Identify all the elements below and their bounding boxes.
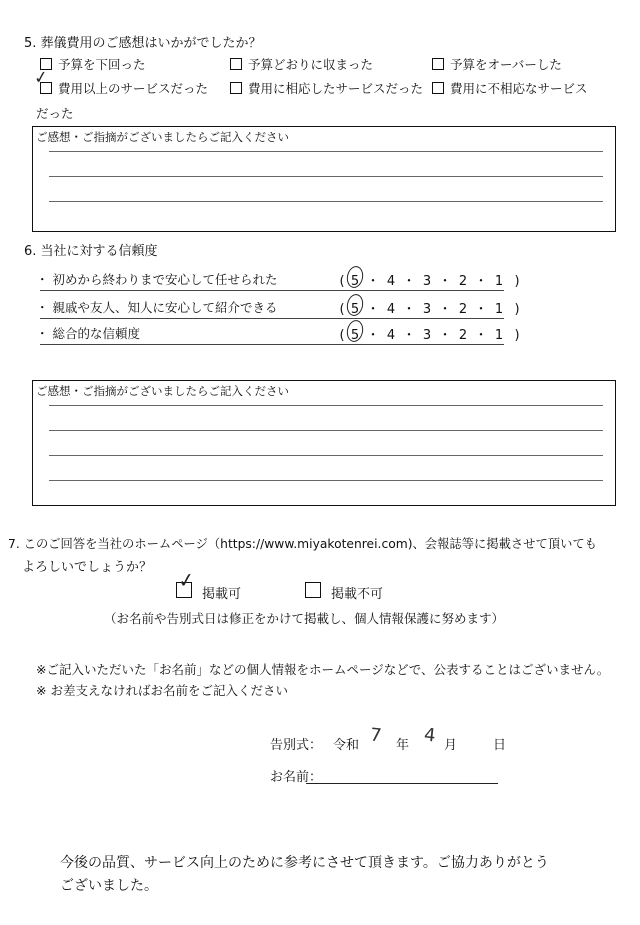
q6-comment-line-3 bbox=[49, 455, 603, 456]
q5-option-1-label: 予算を下回った bbox=[58, 57, 146, 72]
q5-option-2-checkbox[interactable] bbox=[230, 58, 242, 70]
privacy-notice: ※ご記入いただいた「お名前」などの個人情報をホームページなどで、公表することはございません。 bbox=[36, 662, 610, 677]
q6-comment-label: ご感想・ご指摘がございましたらご記入ください bbox=[36, 384, 289, 398]
q6-item-1-scale[interactable]: ( 5 ・ 4 ・ 3 ・ 2 ・ 1 ) bbox=[339, 274, 520, 289]
q6-title: 6. 当社に対する信頼度 bbox=[24, 244, 158, 259]
q5-comment-label: ご感想・ご指摘がございましたらご記入ください bbox=[36, 130, 289, 144]
q7-option-no-publish-checkbox[interactable] bbox=[305, 582, 321, 598]
scale-2[interactable]: 2 bbox=[458, 302, 468, 317]
q5-option-4-check-mark: ✓ bbox=[32, 67, 50, 89]
q7-option-no-publish-label: 掲載不可 bbox=[331, 587, 384, 602]
q5-title: 5. 葬儀費用のご感想はいかがでしたか？ bbox=[24, 36, 262, 51]
ceremony-year-value[interactable]: 7 bbox=[368, 724, 383, 747]
scale-1[interactable]: 1 bbox=[494, 274, 504, 289]
q5-option-5-checkbox[interactable] bbox=[230, 82, 242, 94]
closing-line-2: ございました。 bbox=[60, 878, 158, 894]
scale-5[interactable]: 5 bbox=[350, 302, 360, 317]
q6-item-2-underline bbox=[40, 318, 504, 319]
q6-comment-line-4 bbox=[49, 480, 603, 481]
q5-option-3-checkbox[interactable] bbox=[432, 58, 444, 70]
name-input[interactable] bbox=[310, 766, 496, 782]
q5-comment-line-2 bbox=[49, 176, 603, 177]
q5-comment-box[interactable] bbox=[32, 126, 616, 232]
q5-option-6-label: 費用に不相応なサービス bbox=[450, 81, 588, 96]
q5-option-4-label: 費用以上のサービスだった bbox=[58, 81, 209, 96]
q6-comment-line-1 bbox=[49, 405, 603, 406]
q5-option-5-label: 費用に相応したサービスだった bbox=[248, 81, 424, 96]
q7-option-publish-label: 掲載可 bbox=[202, 587, 242, 602]
scale-4[interactable]: 4 bbox=[386, 328, 396, 343]
name-underline bbox=[306, 783, 498, 784]
q6-item-3-scale[interactable]: ( 5 ・ 4 ・ 3 ・ 2 ・ 1 ) bbox=[339, 328, 520, 343]
ceremony-label: 告別式： bbox=[270, 738, 323, 753]
scale-1[interactable]: 1 bbox=[494, 328, 504, 343]
q5-option-2-label: 予算どおりに収まった bbox=[248, 57, 374, 72]
scale-1[interactable]: 1 bbox=[494, 302, 504, 317]
q7-note: （お名前や告別式日は修正をかけて掲載し、個人情報保護に努めます） bbox=[104, 611, 505, 626]
scale-5[interactable]: 5 bbox=[350, 328, 360, 343]
scale-2[interactable]: 2 bbox=[458, 274, 468, 289]
ceremony-month-label: 月 bbox=[444, 738, 458, 753]
q6-item-2-scale[interactable]: ( 5 ・ 4 ・ 3 ・ 2 ・ 1 ) bbox=[339, 302, 520, 317]
q6-item-3-underline bbox=[40, 344, 504, 345]
scale-3[interactable]: 3 bbox=[422, 302, 432, 317]
scale-3[interactable]: 3 bbox=[422, 328, 432, 343]
q5-option-wrap-text: だった bbox=[36, 106, 74, 121]
q5-option-6-checkbox[interactable] bbox=[432, 82, 444, 94]
q6-item-2-label: ・ 親戚や友人、知人に安心して紹介できる bbox=[36, 300, 278, 315]
q6-comment-line-2 bbox=[49, 430, 603, 431]
q7-title-line-2: よろしいでしょうか？ bbox=[22, 560, 153, 575]
closing-line-1: 今後の品質、サービス向上のために参考にさせて頂きます。ご協力ありがとう bbox=[60, 855, 549, 871]
q6-item-3-label: ・ 総合的な信頼度 bbox=[36, 326, 140, 341]
q7-title-line-1: 7. このご回答を当社のホームページ（https://www.miyakotenrei.com)、会報誌等に掲載させて頂いても bbox=[8, 537, 597, 551]
q5-option-3-label: 予算をオーバーした bbox=[450, 57, 562, 72]
q5-comment-line-3 bbox=[49, 201, 603, 202]
q5-comment-line-1 bbox=[49, 151, 603, 152]
ceremony-month-value[interactable]: 4 bbox=[422, 724, 437, 747]
scale-2[interactable]: 2 bbox=[458, 328, 468, 343]
ceremony-era: 令和 bbox=[333, 738, 360, 753]
q7-option-publish-check-mark: ✓ bbox=[176, 566, 197, 594]
scale-4[interactable]: 4 bbox=[386, 274, 396, 289]
q6-comment-box[interactable] bbox=[32, 380, 616, 506]
name-label: お名前： bbox=[270, 770, 323, 785]
name-request-notice: ※ お差支えなければお名前をご記入ください bbox=[36, 683, 288, 698]
q6-item-1-label: ・ 初めから終わりまで安心して任せられた bbox=[36, 272, 278, 287]
ceremony-day-label: 日 bbox=[493, 738, 507, 753]
q6-item-1-underline bbox=[40, 290, 504, 291]
scale-5[interactable]: 5 bbox=[350, 274, 360, 289]
ceremony-year-label: 年 bbox=[396, 738, 410, 753]
scale-4[interactable]: 4 bbox=[386, 302, 396, 317]
scale-3[interactable]: 3 bbox=[422, 274, 432, 289]
